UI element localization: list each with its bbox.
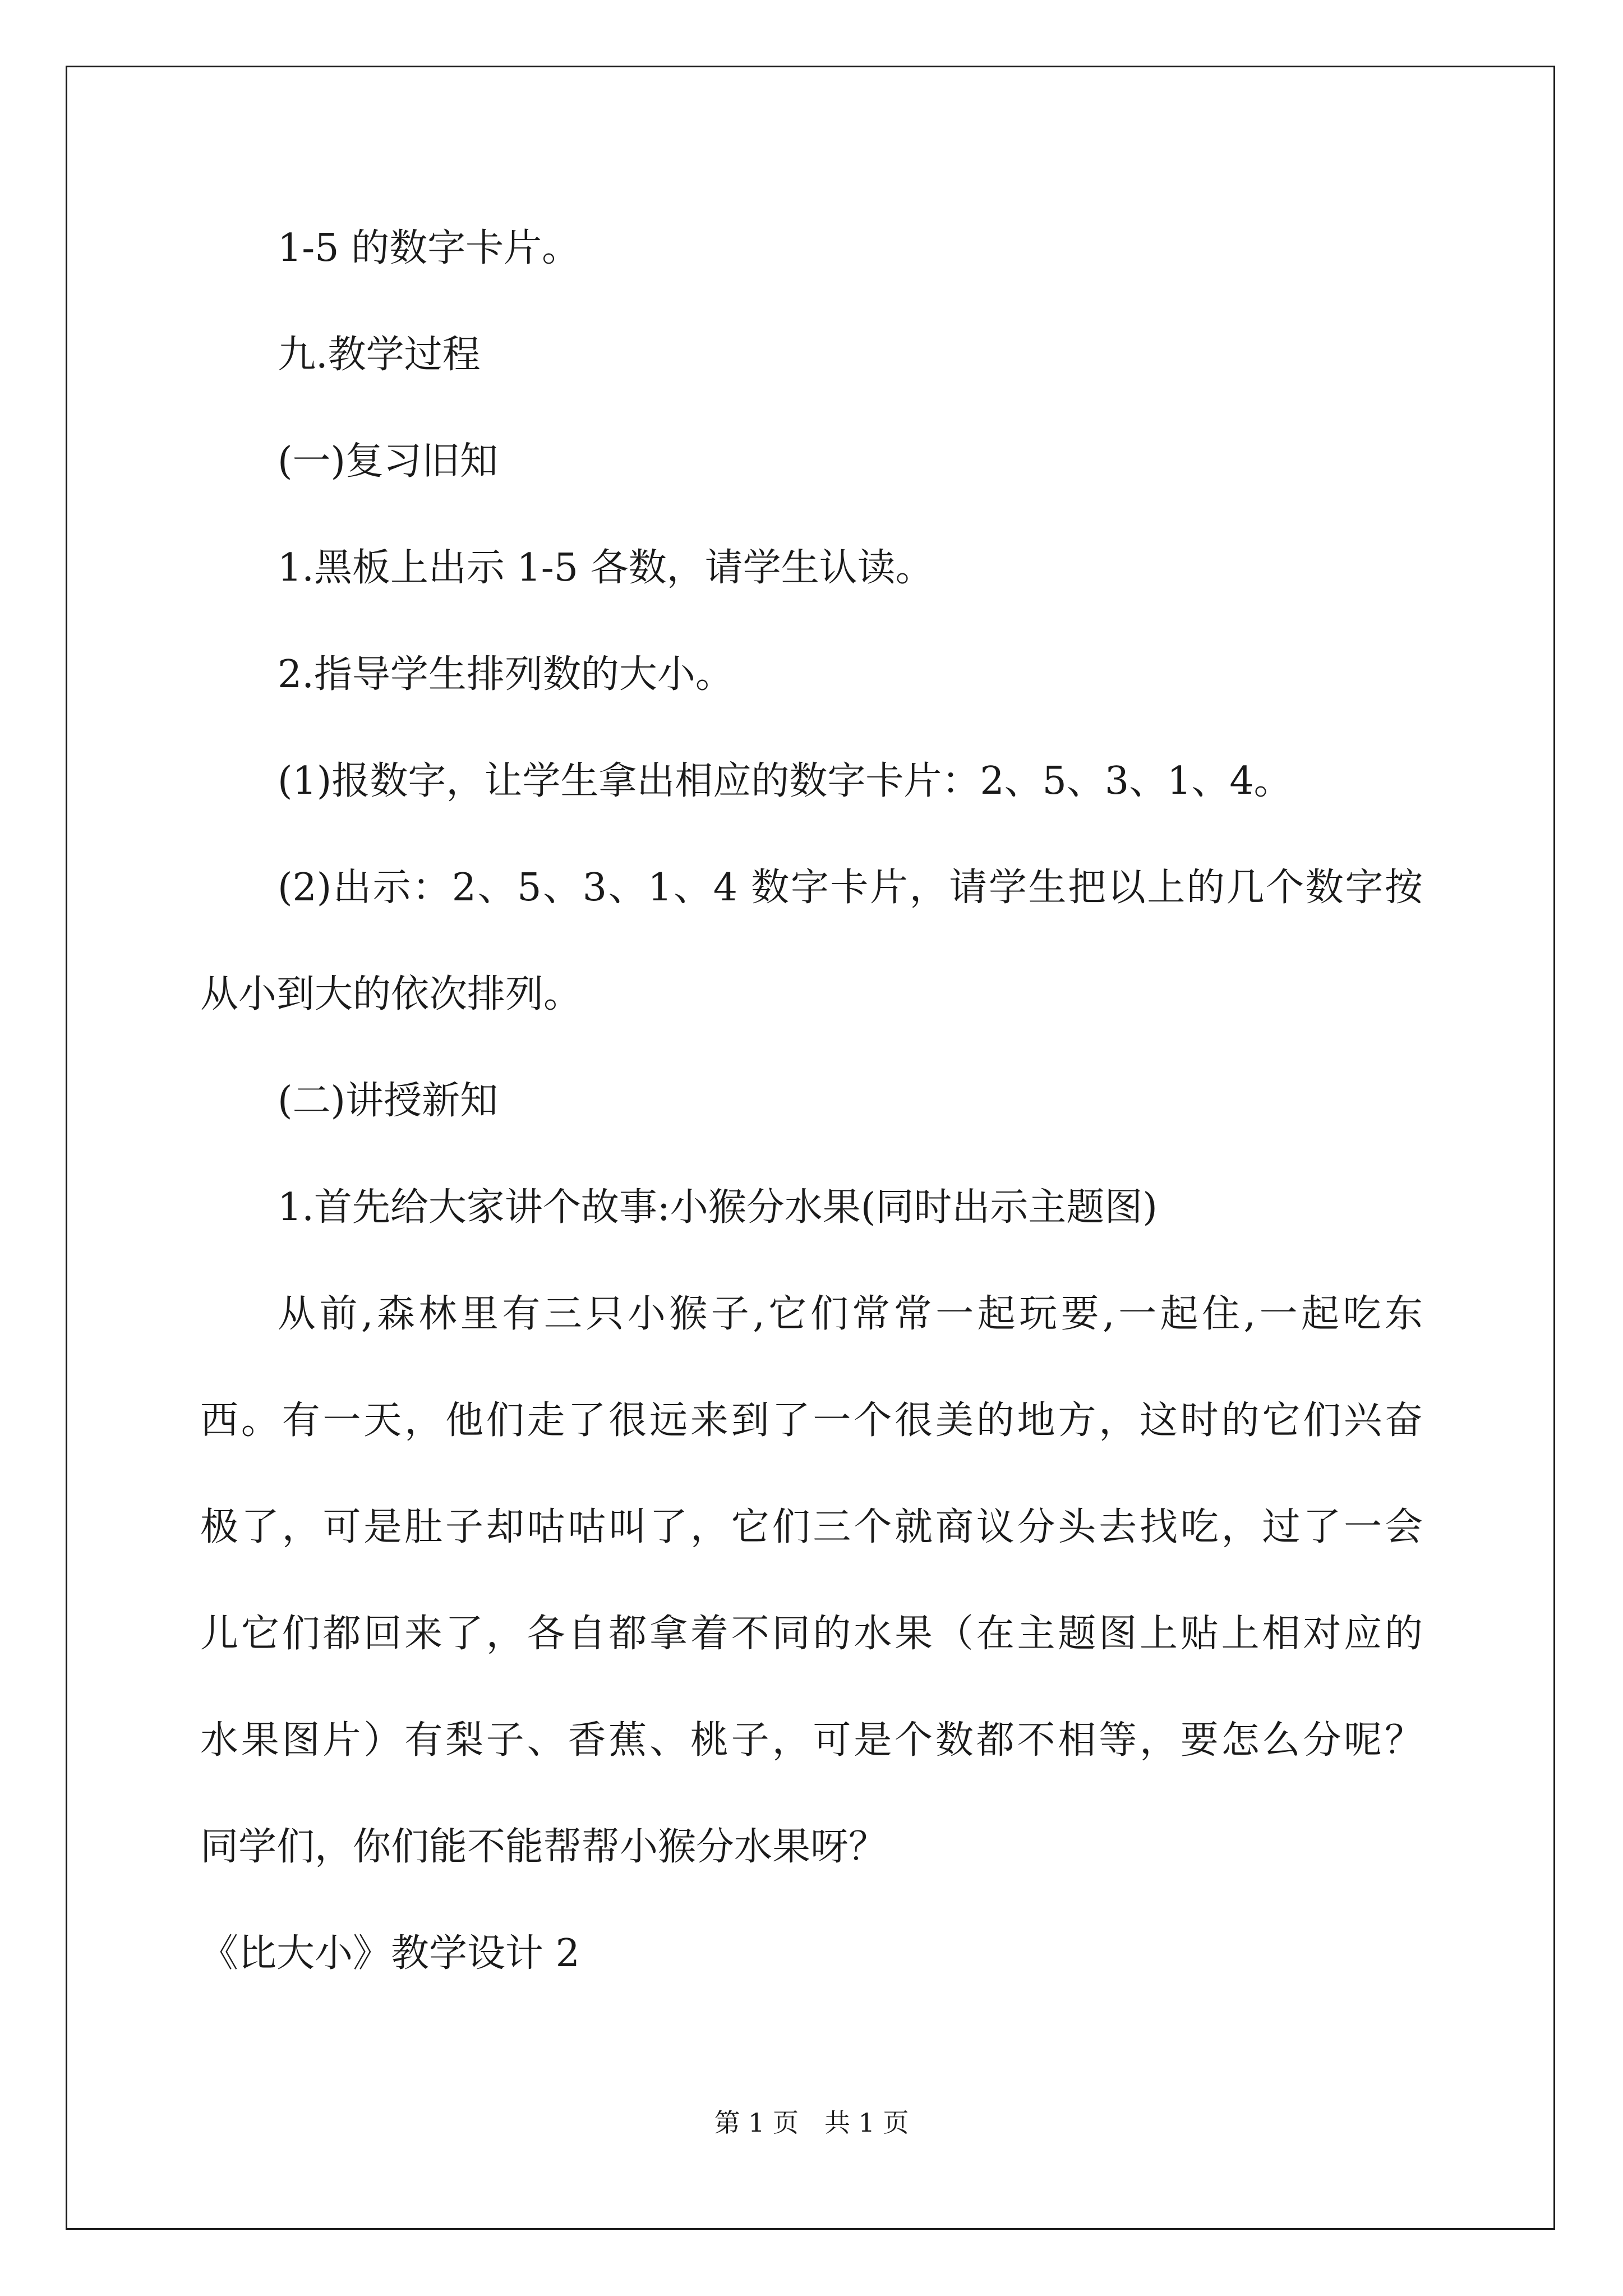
paragraph: 1.黑板上出示 1-5 各数，请学生认读。 bbox=[278, 546, 934, 590]
page-number-footer: 第 1 页 共 1 页 bbox=[714, 2108, 909, 2138]
section-heading: 九.教学过程 bbox=[278, 333, 481, 377]
subsection-heading: (二)讲授新知 bbox=[278, 1079, 499, 1123]
paragraph: 儿它们都回来了，各自都拿着不同的水果（在主题图上贴上相对应的 bbox=[200, 1612, 1423, 1656]
paragraph: 2.指导学生排列数的大小。 bbox=[278, 652, 734, 697]
paragraph: 从小到大的依次排列。 bbox=[200, 972, 582, 1016]
paragraph: 同学们，你们能不能帮帮小猴分水果呀？ bbox=[200, 1825, 887, 1869]
paragraph: (2)出示：2、5、3、1、4 数字卡片，请学生把以上的几个数字按 bbox=[278, 866, 1423, 910]
subsection-heading: (一)复习旧知 bbox=[278, 439, 499, 484]
paragraph: 1.首先给大家讲个故事:小猴分水果(同时出示主题图) bbox=[278, 1185, 1158, 1230]
paragraph: 水果图片）有梨子、香蕉、桃子，可是个数都不相等，要怎么分呢？ bbox=[200, 1718, 1423, 1763]
paragraph: 西。有一天，他们走了很远来到了一个很美的地方，这时的它们兴奋 bbox=[200, 1398, 1423, 1443]
paragraph: 极了，可是肚子却咕咕叫了，它们三个就商议分头去找吃，过了一会 bbox=[200, 1505, 1423, 1549]
paragraph: (1)报数字，让学生拿出相应的数字卡片：2、5、3、1、4。 bbox=[278, 759, 1292, 803]
paragraph: 1-5 的数字卡片。 bbox=[278, 226, 580, 270]
paragraph: 从前,森林里有三只小猴子,它们常常一起玩要,一起住,一起吃东 bbox=[278, 1292, 1423, 1336]
document-title: 《比大小》教学设计 2 bbox=[200, 1931, 580, 1976]
